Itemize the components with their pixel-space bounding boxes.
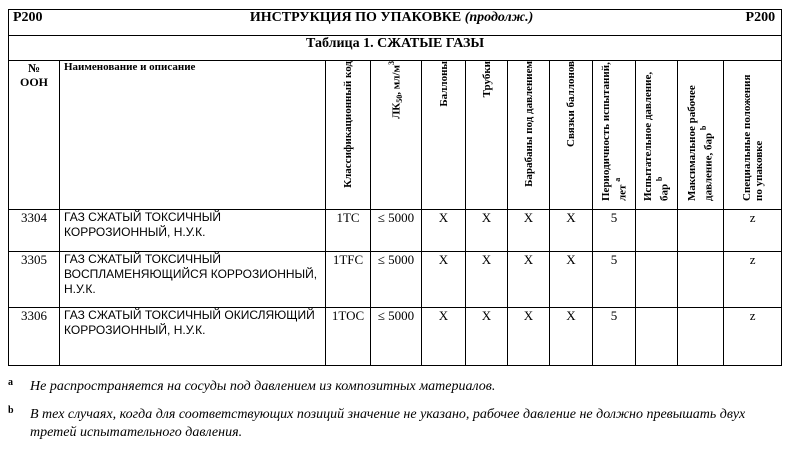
header-left-code: P200 (9, 10, 60, 36)
row-un: 3305 (9, 252, 60, 308)
row-max-pressure (678, 308, 724, 366)
col-cylinders (422, 61, 466, 210)
row-name: ГАЗ СЖАТЫЙ ТОКСИЧНЫЙ ВОСПЛАМЕНЯЮЩИЙСЯ КОРРОЗИОННЫЙ, Н.У.К. (60, 252, 326, 308)
row-cylinders: X (422, 252, 466, 308)
row-bundles: X (550, 308, 593, 366)
row-drums: X (508, 210, 550, 252)
header-title-main: ИНСТРУКЦИЯ ПО УПАКОВКЕ (249, 10, 462, 25)
col-name: Наименование и описание (60, 61, 326, 210)
row-period: 5 (593, 252, 636, 308)
row-lc50: ≤ 5000 (371, 252, 422, 308)
row-code: 1TC (326, 210, 371, 252)
table-row (9, 308, 782, 366)
col-tubes (466, 61, 508, 210)
col-test-pressure-label (642, 61, 671, 201)
col-un-number-symbol: № (27, 61, 41, 75)
row-lc50: ≤ 5000 (371, 308, 422, 366)
col-special-label: Специальные положения по упаковке (740, 74, 765, 201)
table-title: Таблица 1. СЖАТЫЕ ГАЗЫ (9, 36, 782, 61)
lc50-sup: 3 (387, 61, 397, 65)
lc50-sub: 50 (394, 94, 404, 103)
col-max-pressure (678, 61, 724, 210)
lc50-unit: , мл/м (390, 65, 403, 95)
footnote-a (8, 378, 781, 396)
footnote-text: В тех случаях, когда для соответствующих позиций значение не указано, рабочее давление не должно превышать двух третей испытательного давления. (30, 407, 746, 440)
table-row (9, 252, 782, 308)
col-max-pressure-label (686, 61, 715, 201)
test-pressure-note: b (655, 176, 665, 182)
test-period-note: a (612, 177, 622, 182)
table-row (9, 210, 782, 252)
max-pressure-text: Максимальное рабочее давление, бар (686, 85, 715, 201)
footnotes (8, 378, 781, 442)
col-cylinders-label: Баллоны (437, 61, 450, 107)
col-drums-label: Барабаны под давлением (522, 61, 535, 187)
row-max-pressure (678, 252, 724, 308)
footnote-b (8, 406, 781, 442)
packing-instruction-table (8, 9, 782, 366)
row-bundles: X (550, 252, 593, 308)
row-test-pressure (636, 308, 678, 366)
row-name: ГАЗ СЖАТЫЙ ТОКСИЧНЫЙ КОРРОЗИОННЫЙ, Н.У.К. (60, 210, 326, 252)
col-lc50-label (386, 61, 406, 119)
col-lc50 (371, 61, 422, 210)
header-title (60, 10, 724, 36)
col-class-code (326, 61, 371, 210)
col-test-period (593, 61, 636, 210)
row-drums: X (508, 252, 550, 308)
test-pressure-text: Испытательное давление, бар (642, 71, 671, 201)
row-tubes: X (466, 252, 508, 308)
col-un-number (9, 61, 60, 210)
col-class-code-label: Классификационный код (342, 61, 354, 188)
row-lc50: ≤ 5000 (371, 210, 422, 252)
row-special: z (724, 308, 782, 366)
row-test-pressure (636, 210, 678, 252)
footnote-text: Не распространяется на сосуды под давлением из композитных материалов. (30, 379, 496, 394)
row-bundles: X (550, 210, 593, 252)
row-test-pressure (636, 252, 678, 308)
column-header-row (9, 61, 782, 210)
row-un: 3304 (9, 210, 60, 252)
row-max-pressure (678, 210, 724, 252)
col-bundles (550, 61, 593, 210)
table-title-row (9, 36, 782, 61)
row-tubes: X (466, 210, 508, 252)
row-code: 1TFC (326, 252, 371, 308)
header-row (9, 10, 782, 36)
col-tubes-label: Трубки (480, 61, 493, 98)
row-cylinders: X (422, 210, 466, 252)
row-name: ГАЗ СЖАТЫЙ ТОКСИЧНЫЙ ОКИСЛЯЮЩИЙ КОРРОЗИОННЫЙ, Н.У.К. (60, 308, 326, 366)
document (8, 9, 781, 452)
row-special: z (724, 252, 782, 308)
row-drums: X (508, 308, 550, 366)
header-title-cont: (продолж.) (464, 10, 534, 25)
footnote-mark: b (8, 405, 14, 416)
lc50-text: ЛК (390, 102, 403, 119)
max-pressure-note: b (699, 125, 709, 131)
row-special: z (724, 210, 782, 252)
col-un-number-label: ООН (19, 75, 48, 89)
col-bundles-label: Связки баллонов (565, 61, 577, 147)
row-period: 5 (593, 210, 636, 252)
col-test-period-label (600, 61, 629, 201)
row-un: 3306 (9, 308, 60, 366)
row-code: 1TOC (326, 308, 371, 366)
row-period: 5 (593, 308, 636, 366)
col-test-pressure (636, 61, 678, 210)
header-right-code: P200 (724, 10, 782, 36)
test-period-text: Периодичность испытаний, лет (599, 62, 629, 201)
row-cylinders: X (422, 308, 466, 366)
footnote-mark: a (8, 377, 13, 388)
row-tubes: X (466, 308, 508, 366)
col-drums (508, 61, 550, 210)
col-special (724, 61, 782, 210)
